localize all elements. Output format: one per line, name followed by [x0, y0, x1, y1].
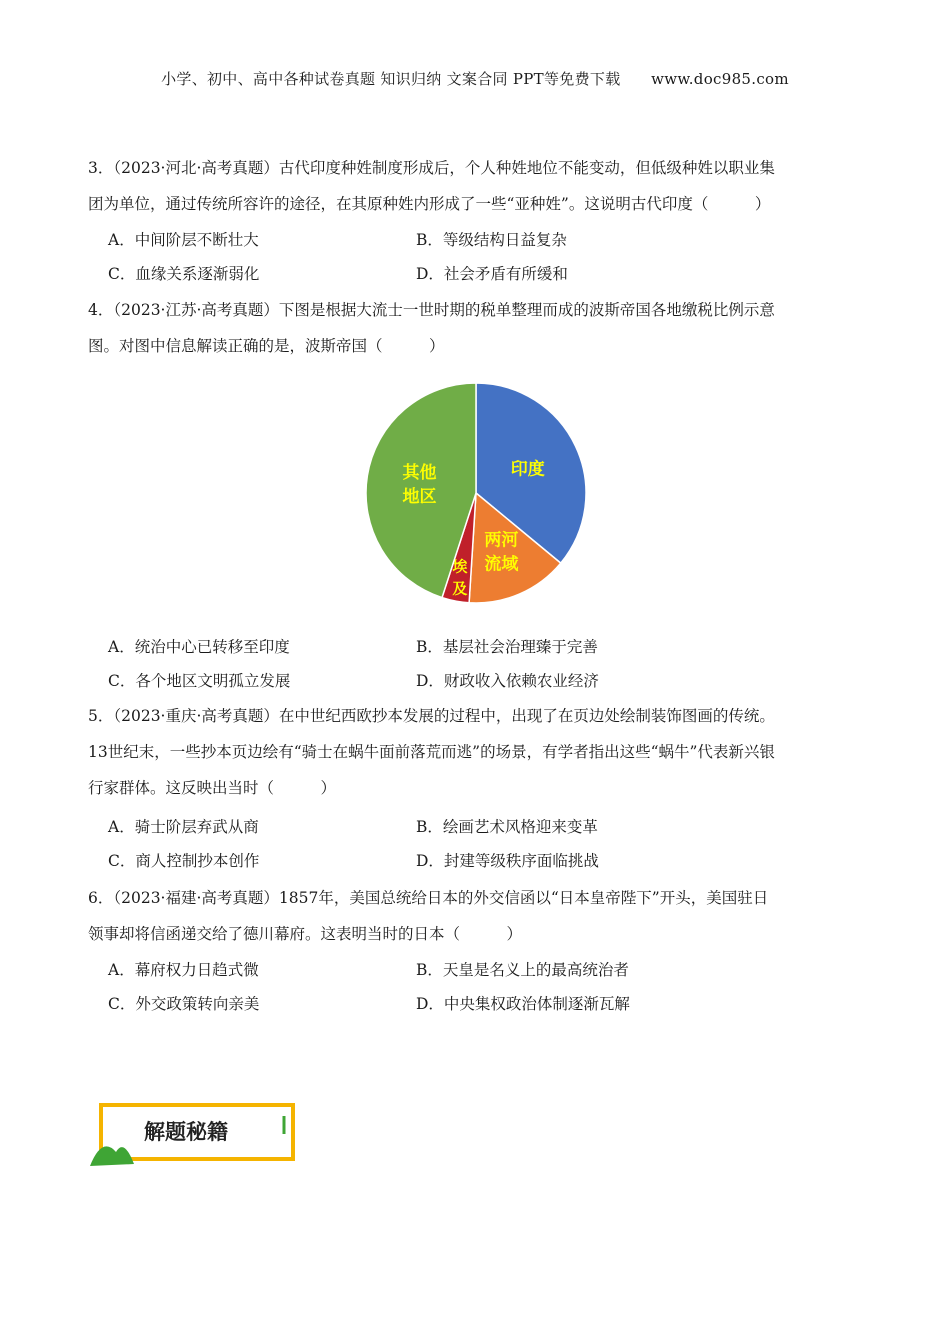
option-c[interactable]: C．商人控制抄本创作: [108, 852, 260, 870]
question-text-line: 3．（2023·河北·高考真题）古代印度种姓制度形成后，个人种姓地位不能变动，但低级种姓以职业集: [88, 159, 775, 177]
question-text-line: 团为单位，通过传统所容许的途径，在其原种姓内形成了一些“亚种姓”。这说明古代印度（ ）: [88, 195, 771, 213]
option-b[interactable]: B．基层社会治理臻于完善: [416, 638, 598, 656]
tax-pie-chart: [360, 377, 592, 609]
option-c[interactable]: C．血缘关系逐渐弱化: [108, 265, 260, 283]
question-6-options: [108, 953, 868, 1021]
question-4: [88, 292, 868, 364]
option-a[interactable]: A．幕府权力日趋式微: [108, 961, 259, 979]
question-5: [88, 698, 868, 806]
slice-label: 埃: [452, 557, 468, 576]
option-a[interactable]: A．骑士阶层弃武从商: [108, 818, 259, 836]
question-text-line: 5．（2023·重庆·高考真题）在中世纪西欧抄本发展的过程中，出现了在页边处绘制装饰图画的传统。: [88, 707, 775, 725]
slice-label: 其他: [402, 463, 437, 484]
option-d[interactable]: D．财政收入依赖农业经济: [416, 672, 599, 690]
question-5-options: [108, 810, 868, 878]
option-b[interactable]: B．绘画艺术风格迎来变革: [416, 818, 598, 836]
site-header: 小学、初中、高中各种试卷真题 知识归纳 文案合同 PPT等免费下载 www.doc985.com: [161, 70, 789, 88]
option-d[interactable]: D．社会矛盾有所缓和: [416, 265, 568, 283]
question-text-line: 行家群体。这反映出当时（ ）: [88, 779, 337, 797]
banner-title: 解题秘籍: [144, 1120, 228, 1144]
option-c[interactable]: C．各个地区文明孤立发展: [108, 672, 291, 690]
question-text-line: 6．（2023·福建·高考真题）1857年，美国总统给日本的外交信函以“日本皇帝陛下”开头，美国驻日: [88, 889, 769, 907]
option-b[interactable]: B．等级结构日益复杂: [416, 231, 567, 249]
question-6: [88, 880, 868, 952]
slice-label: 地区: [402, 487, 437, 508]
slice-label: 两河: [484, 530, 519, 551]
question-text-line: 13世纪末，一些抄本页边绘有“骑士在蜗牛面前落荒而逃”的场景，有学者指出这些“蜗牛”代表新兴银: [88, 743, 775, 761]
question-4-options: [108, 630, 868, 698]
option-b[interactable]: B．天皇是名义上的最高统治者: [416, 961, 629, 979]
option-d[interactable]: D．中央集权政治体制逐渐瓦解: [416, 995, 630, 1013]
question-3: [88, 150, 868, 222]
option-a[interactable]: A．统治中心已转移至印度: [108, 638, 290, 656]
section-banner: [88, 1100, 298, 1168]
option-a[interactable]: A．中间阶层不断壮大: [108, 231, 259, 249]
question-text-line: 4．（2023·江苏·高考真题）下图是根据大流士一世时期的税单整理而成的波斯帝国各地缴税比例示意: [88, 301, 775, 319]
slice-label: 及: [452, 579, 468, 598]
option-d[interactable]: D．封建等级秩序面临挑战: [416, 852, 599, 870]
question-text-line: 图。对图中信息解读正确的是，波斯帝国（ ）: [88, 337, 445, 355]
option-c[interactable]: C．外交政策转向亲美: [108, 995, 260, 1013]
question-3-options: [108, 223, 868, 291]
slice-label: 流域: [484, 554, 519, 575]
slice-label: 印度: [510, 459, 545, 480]
question-text-line: 领事却将信函递交给了德川幕府。这表明当时的日本（ ）: [88, 925, 523, 943]
